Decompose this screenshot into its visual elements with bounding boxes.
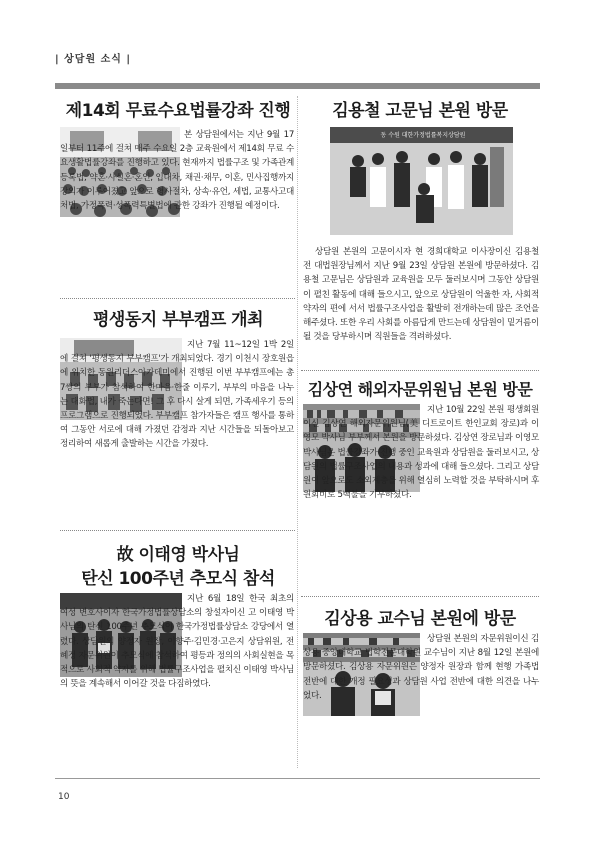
lecture-body: 본 상담원에서는 지난 9월 17일부터 11주에 걸쳐 매주 수요일 2층 교육원에서 제14회 무료 수요생활법률강좌를 진행하고 있다. 현재까지 법률구조 및 가족관계등록법, 약혼·사실혼·혼인, 입대차, 채권·채무, 이혼, 민사집행까지 강의가 이루어졌고 앞으로 형사절차, 상속·유언, 세법, 교통사고대처법, 가정폭력·성폭력특별법에 관한 강좌가 진행될 예정이다.	[60, 130, 294, 212]
kimsangyeon-title: 김상연 해외자문위원님 본원 방문	[307, 380, 533, 399]
footer-rule	[55, 778, 540, 779]
memorial-body: 지난 6월 18일 한국 최초의 여성 변호사이자 한국가정법률상담소의 창설자이신 고 이태영 박사님의 탄신 100주년 추모식이 한국가정법률상담소 강당에서 열렸다. 상담원의 양정자 원장, 이향주·김민경·고은지 상담위원, 전혜정 자문위원이 추모식에 참석하여 평등과 정의의 사회실현을 목적으로 사회적 약자를 위해 법률구조사업을 펼치신 이태영 박사님의 뜻을 계속해서 이어갈 것을 다짐하였다.	[60, 594, 294, 690]
article-divider	[301, 370, 539, 371]
kimyongcheol-photo-banner: 동 수원 대한가정법률복지상담원	[380, 132, 466, 139]
memorial-title-line2: 탄신 100주년 추모식 참석	[81, 569, 275, 589]
article-divider	[301, 596, 539, 597]
kimsangyong-title: 김상용 교수님 본원에 방문	[324, 609, 516, 629]
memorial-title-line1: 故 이태영 박사님	[116, 545, 240, 565]
article-divider	[60, 530, 295, 531]
camp-title: 평생동지 부부캠프 개최	[92, 310, 264, 330]
article-divider	[60, 298, 295, 299]
lecture-title: 제14회 무료수요법률강좌 진행	[65, 101, 291, 121]
kimyongcheol-title: 김용철 고문님 본원 방문	[332, 101, 508, 121]
kimsangyong-body: 상담원 본원의 자문위원이신 김상용 중앙대학교 법학전문대학원 교수님이 지난 8월 12일 본원에 방문하셨다. 김상용 자문위원은 양정자 원장과 함께 현행 가족법 전반에 대한 개정 필요성과 상담원 사업 전반에 대한 의견을 나누었다.	[303, 634, 539, 701]
page-number: 10	[58, 792, 70, 802]
column-divider	[297, 96, 298, 768]
camp-body: 지난 7월 11~12일 1박 2일에 걸쳐 '평생동지 부부캠프'가 개최되었다. 경기 이천시 장호원읍에 위치한 동원리더스아카데미에서 진행된 이번 부부캠프에는 총 7쌍의 부부가 참석하여 한마음·한줄 이루기, 부부의 마음을 나누는 대화법, 내가 죽는다면! 그 후 다시 살게 되면, 가족세우기 등의 프로그램으로 진행되었다. 부부캠프 참가자들은 캠프 행사를 통하여 그동안 서로에 대해 가졌던 감정과 지난 시간들을 되돌아보고 정리하여 새롭게 출발하는 시간을 가졌다.	[60, 340, 294, 450]
header-rule	[55, 83, 540, 89]
kimsangyeon-body: 지난 10월 22일 본원 평생회원이신 김상연 해외자문위원님(美 디트로이트 한인교회 장로)과 이영모 박사님 부부께서 본원을 방문하셨다. 김상연 장로님과 이영모 박사님은 법률강좌가 진행 중인 교육원과 상담원을 둘러보시고, 상담원의 법률구조사업의 내용과 성과에 대해 들으셨다. 그리고 상담원이 앞으로도 소외계층을 위해 열심히 노력할 것을 부탁하시며 후원회비로 5백불을 기부하셨다.	[303, 405, 539, 501]
kimyongcheol-body: 상담원 본원의 고문이시자 현 경희대학교 이사장이신 김용철 전 대법원장님께서 지난 9월 23일 상담원 본원에 방문하셨다. 김용철 고문님은 상담원과 교육원을 모두 둘러보시며 그동안 상담원이 펼친 활동에 대해 들으시고, 앞으로 상담원이 억울한 자, 사회적 약자의 편에 서서 법률구조사업을 활발히 전개하는데 많은 조언을 해주셨다. 또한 우리 사회를 아름답게 만드는데 상담원이 밑거름이 될 것을 당부하시며 직원들을 격려하셨다.	[303, 247, 539, 343]
section-label: | 상담원 소식 |	[55, 54, 132, 65]
kimyongcheol-photo	[330, 127, 513, 235]
